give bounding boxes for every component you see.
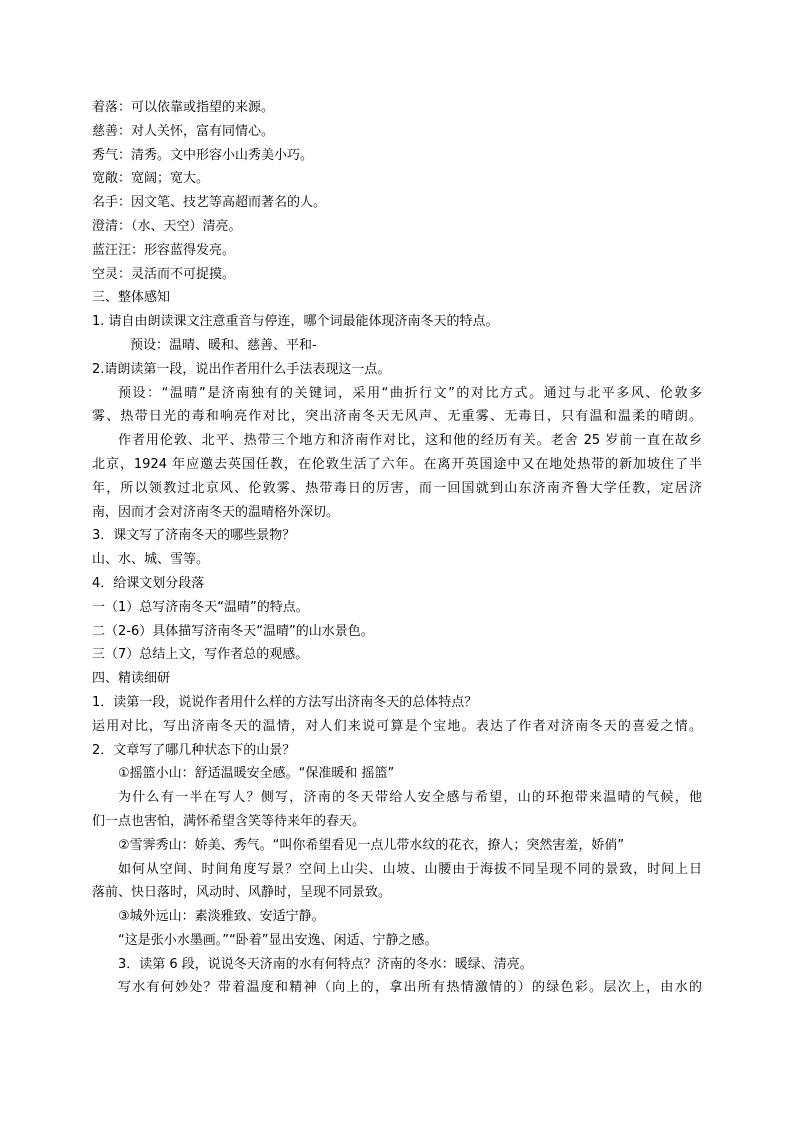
text-line: 年，所以领教过北京风、伦敦雾、热带毒日的厉害，而一回国就到山东济南齐鲁大学任教，定居济 [92, 480, 702, 496]
text-line: 1．读第一段，说说作者用什么样的方法写出济南冬天的总体特点？ [92, 694, 478, 710]
document-body [92, 96, 702, 1000]
text-line: ③城外远山：素淡雅致、安适宁静。 [118, 909, 325, 925]
text-line: 四、精读细研 [92, 671, 171, 687]
text-line: 三（7）总结上文，写作者总的观感。 [92, 647, 309, 663]
text-line: 2．文章写了哪几种状态下的山景？ [92, 742, 296, 758]
text-line: 落前、快日落时，风动时、风静时，呈现不同景致。 [92, 885, 392, 901]
text-line: 3．课文写了济南冬天的哪些景物？ [92, 528, 296, 544]
text-line: 如何从空间、时间角度写景？空间上山尖、山坡、山腰由于海拔不同呈现不同的景致，时间上日 [118, 861, 702, 877]
text-line: 二（2-6）具体描写济南冬天“温晴”的山水景色。 [92, 623, 374, 639]
text-line: 一（1）总写济南冬天“温晴”的特点。 [92, 599, 309, 615]
text-line: “这是张小水墨画。”“卧着”显出安逸、闲适、宁静之感。 [118, 932, 438, 948]
text-line: 为什么有一半在写人？侧写，济南的冬天带给人安全感与希望，山的环抱带来温晴的气候，他 [118, 790, 702, 806]
text-line: 着落：可以依靠或指望的来源。 [92, 100, 275, 115]
text-line: 蓝汪汪：形容蓝得发亮。 [92, 242, 236, 258]
text-line: 2.请朗读第一段，说出作者用什么手法表现这一点。 [92, 361, 391, 377]
text-line: 澄清：（水、天空）清亮。 [92, 218, 242, 234]
text-line: 慈善：对人关怀，富有同情心。 [92, 123, 275, 139]
text-line: 写水有何妙处？带着温度和精神（向上的，拿出所有热情激情的）的绿色彩。层次上，由水的 [118, 980, 702, 996]
text-line: ①摇篮小山：舒适温暖安全感。“保准暖和 摇篮” [118, 766, 395, 782]
text-line: 三、整体感知 [92, 290, 171, 306]
text-line: 雾、热带日光的毒和响亮作对比，突出济南冬天无风声、无重雾、无毒日，只有温和温柔的晴朗。 [92, 409, 702, 425]
text-line: 山、水、城、雪等。 [92, 552, 210, 568]
text-line: 空灵：灵活而不可捉摸。 [92, 266, 236, 282]
text-line: 北京，1924 年应邀去英国任教，在伦敦生活了六年。在离开英国途中又在地处热带的新加坡住了半 [92, 456, 702, 472]
text-line: ②雪霁秀山：娇美、秀气。“叫你希望看见一点儿带水纹的花衣，撩人；突然害羞，娇俏” [118, 837, 625, 853]
text-line: 预设：“温晴”是济南独有的关键词，采用“曲折行文”的对比方式。通过与北平多风、伦敦多 [118, 385, 702, 401]
text-line: 南，因而才会对济南冬天的温晴格外深切。 [92, 504, 340, 520]
text-line: 运用对比，写出济南冬天的温情，对人们来说可算是个宝地。表达了作者对济南冬天的喜爱之情。 [92, 718, 702, 734]
text-line: 4．给课文划分段落 [92, 575, 205, 591]
text-line: 3．读第 6 段，说说冬天济南的水有何特点？济南的冬水：暖绿、清亮。 [118, 956, 533, 972]
text-line: 宽敞：宽阔；宽大。 [92, 171, 210, 187]
text-line: 1. 请自由朗读课文注意重音与停连，哪个词最能体现济南冬天的特点。 [92, 314, 499, 330]
text-line: 名手：因文笔、技艺等高超而著名的人。 [92, 195, 327, 211]
text-line: 秀气：清秀。文中形容小山秀美小巧。 [92, 147, 314, 163]
text-line: 预设：温晴、暖和、慈善、平和- [130, 337, 317, 353]
text-line: 作者用伦敦、北平、热带三个地方和济南作对比，这和他的经历有关。老舍 25 岁前一直在故乡 [118, 433, 702, 449]
text-line: 们一点也害怕，满怀希望含笑等待来年的春天。 [92, 813, 366, 829]
